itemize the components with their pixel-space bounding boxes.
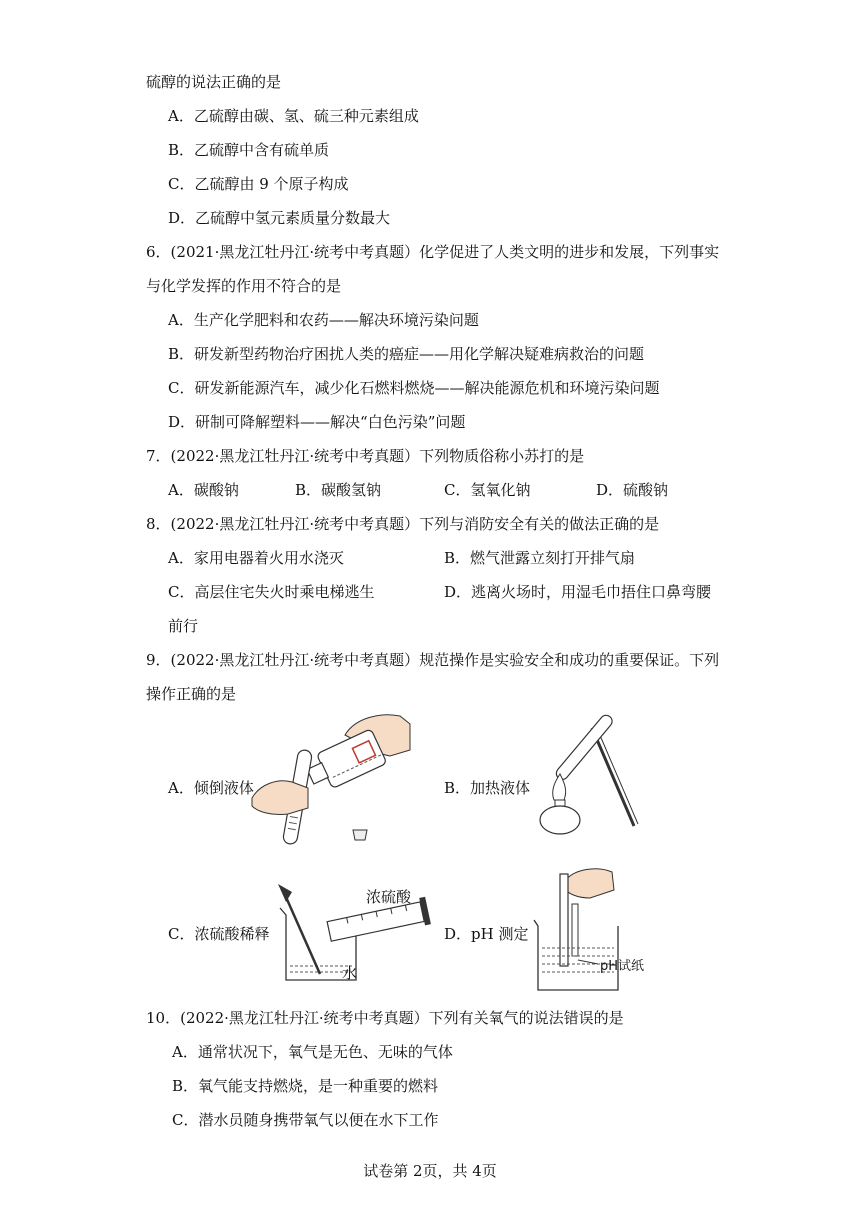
- q9-option-d: D．pH 测定: [444, 925, 529, 943]
- q9-option-a: A．倾倒液体: [168, 779, 254, 797]
- q8-option-b: B．燃气泄露立刻打开排气扇: [444, 549, 636, 567]
- q9-option-c: C．浓硫酸稀释: [168, 925, 270, 943]
- q6-stem-line1: 6．(2021·黑龙江牡丹江·统考中考真题）化学促进了人类文明的进步和发展，下列事实: [146, 243, 720, 261]
- ph-paper-label: pH试纸: [600, 959, 645, 974]
- q7-stem: 7．(2022·黑龙江牡丹江·统考中考真题）下列物质俗称小苏打的是: [146, 447, 585, 465]
- q8-option-d-cont: 前行: [168, 617, 199, 635]
- page-footer: 试卷第 2页，共 4页: [363, 1162, 497, 1180]
- q7-option-b: B．碳酸氢钠: [295, 481, 382, 499]
- q6-stem-line2: 与化学发挥的作用不符合的是: [146, 277, 342, 295]
- q7-option-a: A．碳酸钠: [168, 481, 239, 499]
- q9-stem-line2: 操作正确的是: [146, 685, 237, 703]
- q8-option-c: C．高层住宅失火时乘电梯逃生: [168, 583, 375, 601]
- q8-stem: 8．(2022·黑龙江牡丹江·统考中考真题）下列与消防安全有关的做法正确的是: [146, 515, 660, 533]
- heating-liquid-figure: [530, 708, 640, 838]
- q6-option-c: C．研发新能源汽车，减少化石燃料燃烧——解决能源危机和环境污染问题: [168, 379, 660, 397]
- acid-label: 浓硫酸: [366, 888, 412, 906]
- q6-option-d: D．研制可降解塑料——解决“白色污染”问题: [168, 413, 466, 431]
- q6-option-b: B．研发新型药物治疗困扰人类的癌症——用化学解决疑难病救治的问题: [168, 345, 645, 363]
- sulfuric-acid-dilution-figure: [268, 880, 443, 990]
- q9-stem-line1: 9．(2022·黑龙江牡丹江·统考中考真题）规范操作是实验安全和成功的重要保证。下列: [146, 651, 720, 669]
- q8-option-d: D．逃离火场时，用湿毛巾捂住口鼻弯腰: [444, 583, 712, 601]
- water-label: 水: [342, 964, 358, 982]
- q7-option-c: C．氢氧化钠: [444, 481, 531, 499]
- q5-option-c: C．乙硫醇由 9 个原子构成: [168, 175, 349, 193]
- pouring-liquid-figure: [250, 710, 415, 850]
- q6-option-a: A．生产化学肥料和农药——解决环境污染问题: [168, 311, 479, 329]
- q5-option-a: A．乙硫醇由碳、氢、硫三种元素组成: [168, 107, 419, 125]
- q9-option-b: B．加热液体: [444, 779, 531, 797]
- q10-option-a: A．通常状况下，氧气是无色、无味的气体: [172, 1043, 453, 1061]
- q7-option-d: D．硫酸钠: [596, 481, 669, 499]
- q8-option-a: A．家用电器着火用水浇灭: [168, 549, 344, 567]
- ph-test-figure: [528, 864, 658, 994]
- q10-option-b: B．氧气能支持燃烧，是一种重要的燃料: [172, 1077, 439, 1095]
- q5-option-d: D．乙硫醇中氢元素质量分数最大: [168, 209, 391, 227]
- q5-option-b: B．乙硫醇中含有硫单质: [168, 141, 330, 159]
- q10-option-c: C．潜水员随身携带氧气以便在水下工作: [172, 1111, 439, 1129]
- q5-stem-tail: 硫醇的说法正确的是: [146, 73, 282, 91]
- q10-stem: 10．(2022·黑龙江牡丹江·统考中考真题）下列有关氧气的说法错误的是: [146, 1009, 624, 1027]
